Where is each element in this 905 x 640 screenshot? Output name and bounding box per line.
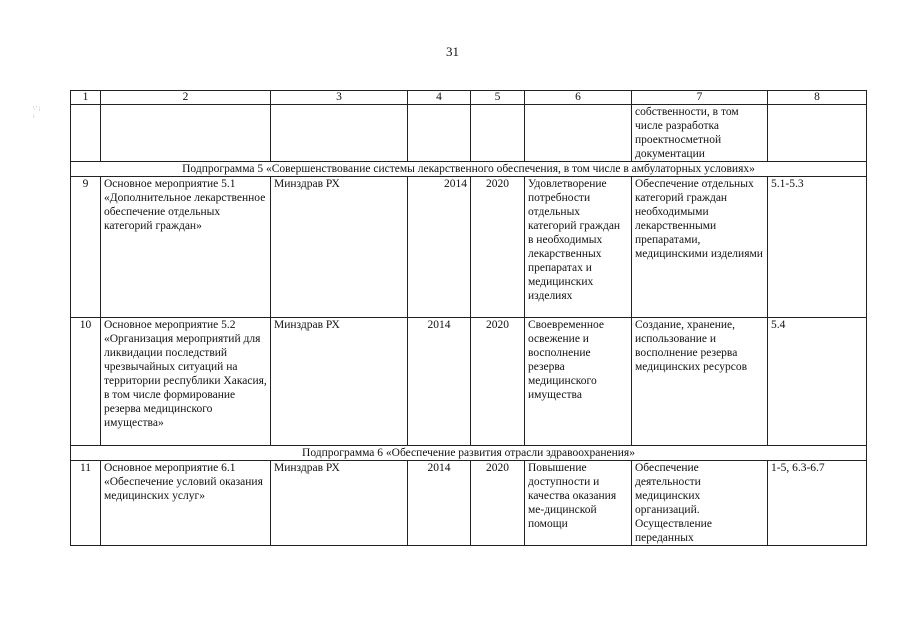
cell-number xyxy=(71,105,101,162)
cell-result: Удовлетворение потребности отдельных категорий граждан в необходимых лекарственных препаратах и медицинских изделиях xyxy=(525,177,632,318)
header-col-5: 5 xyxy=(471,91,525,105)
cell-measure: Основное мероприятие 5.2 «Организация мероприятий для ликвидации последствий чрезвычайных ситуаций на территории республики Хакасия, в том числе формирование резерва медицинского имущества» xyxy=(101,318,271,446)
cell-start-year xyxy=(408,105,471,162)
header-col-7: 7 xyxy=(632,91,768,105)
cell-start-year: 2014 xyxy=(408,318,471,446)
subprogram-row xyxy=(71,162,867,177)
cell-executor: Минздрав РХ xyxy=(271,318,408,446)
cell-number: 11 xyxy=(71,461,101,546)
subprogram-title: Подпрограмма 5 «Совершенствование системы лекарственного обеспечения, в том числе в амбулаторных условиях» xyxy=(71,162,867,177)
header-col-6: 6 xyxy=(525,91,632,105)
table-row xyxy=(71,177,867,318)
cell-measure: Основное мероприятие 6.1 «Обеспечение условий оказания медицинских услуг» xyxy=(101,461,271,546)
cell-contents: Обеспечение деятельности медицинских организаций. Осуществление переданных xyxy=(632,461,768,546)
header-col-4: 4 xyxy=(408,91,471,105)
page-number: 31 xyxy=(446,44,459,59)
cell-executor: Минздрав РХ xyxy=(271,461,408,546)
cell-result: Своевременное освежение и восполнение резерва медицинского имущества xyxy=(525,318,632,446)
subprogram-title: Подпрограмма 6 «Обеспечение развития отрасли здравоохранения» xyxy=(71,446,867,461)
cell-end-year: 2020 xyxy=(471,177,525,318)
cell-executor: Минздрав РХ xyxy=(271,177,408,318)
cell-result: Повышение доступности и качества оказания ме-дицинской помощи xyxy=(525,461,632,546)
measures-table xyxy=(70,90,867,546)
cell-end-year: 2020 xyxy=(471,318,525,446)
subprogram-row xyxy=(71,446,867,461)
margin-scan-marks: \ ' ; ; xyxy=(33,106,41,119)
cell-indicators: 1-5, 6.3-6.7 xyxy=(768,461,867,546)
header-col-8: 8 xyxy=(768,91,867,105)
cell-executor xyxy=(271,105,408,162)
cell-result xyxy=(525,105,632,162)
cell-measure: Основное мероприятие 5.1 «Дополнительное лекарственное обеспечение отдельных категорий граждан» xyxy=(101,177,271,318)
cell-indicators: 5.4 xyxy=(768,318,867,446)
cell-end-year xyxy=(471,105,525,162)
table-row xyxy=(71,318,867,446)
cell-contents: Обеспечение отдельных категорий граждан необходимыми лекарственными препаратами, медицинскими изделиями xyxy=(632,177,768,318)
cell-indicators xyxy=(768,105,867,162)
cell-start-year: 2014 xyxy=(408,461,471,546)
table-header-row xyxy=(71,91,867,105)
header-col-1: 1 xyxy=(71,91,101,105)
cell-contents: собственности, в том числе разработка проектносметной документации xyxy=(632,105,768,162)
cell-indicators: 5.1-5.3 xyxy=(768,177,867,318)
cell-end-year: 2020 xyxy=(471,461,525,546)
header-col-2: 2 xyxy=(101,91,271,105)
cell-measure xyxy=(101,105,271,162)
table-row-continuation xyxy=(71,105,867,162)
header-col-3: 3 xyxy=(271,91,408,105)
cell-start-year: 2014 xyxy=(408,177,471,318)
cell-contents: Создание, хранение, использование и восполнение резерва медицинских ресурсов xyxy=(632,318,768,446)
cell-number: 9 xyxy=(71,177,101,318)
table-row xyxy=(71,461,867,546)
cell-number: 10 xyxy=(71,318,101,446)
